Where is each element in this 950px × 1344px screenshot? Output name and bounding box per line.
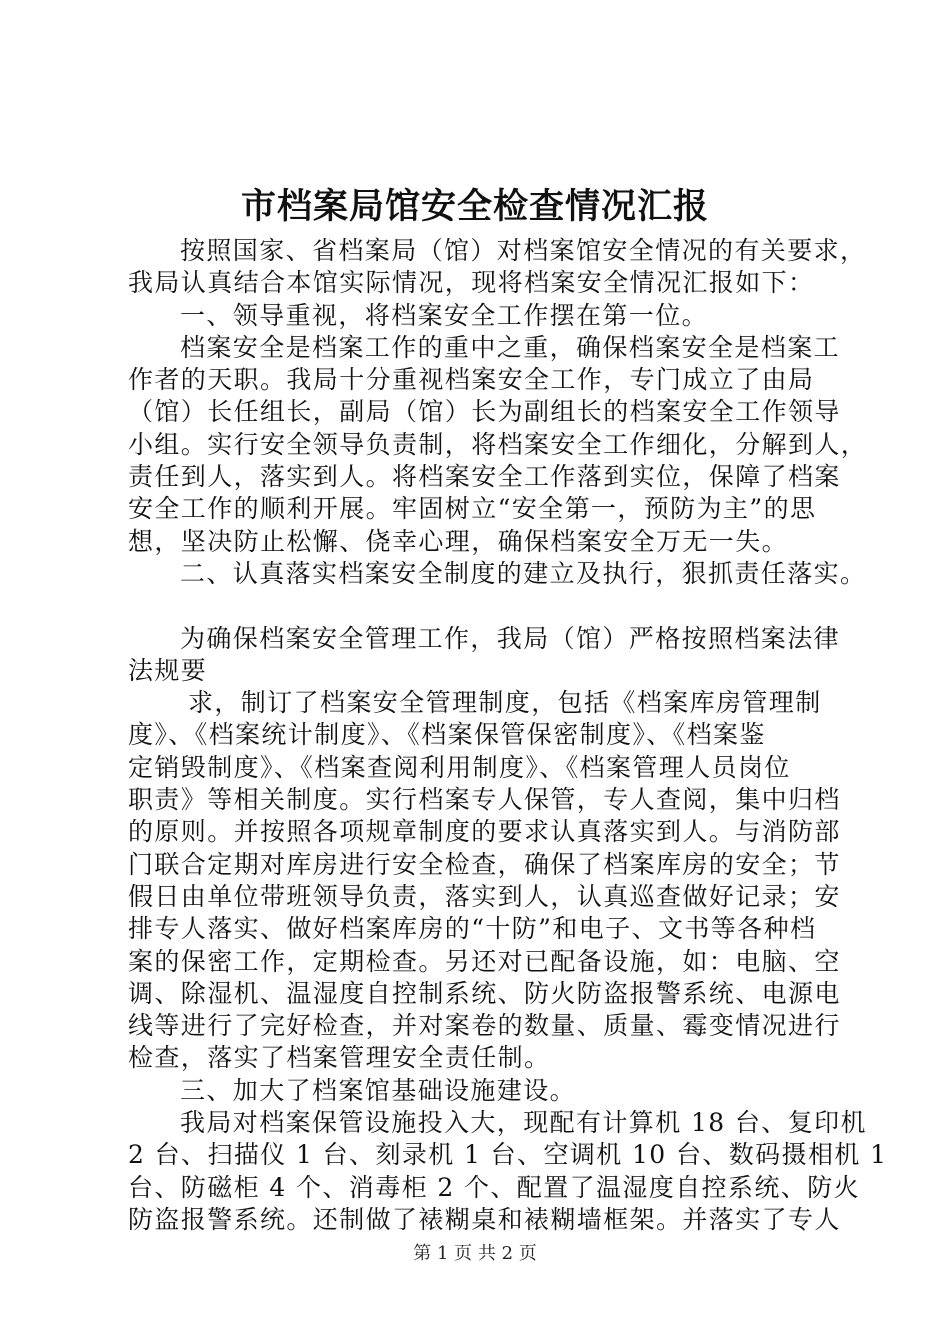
- body-line: 案的保密工作，定期检查。另还对已配备设施，如：电脑、空: [128, 946, 841, 976]
- body-line: 检查，落实了档案管理安全责任制。: [128, 1043, 551, 1073]
- body-line: 我局认真结合本馆实际情况，现将档案安全情况汇报如下：: [128, 268, 815, 298]
- body-line: 的原则。并按照各项规章制度的要求认真落实到人。与消防部: [128, 817, 841, 847]
- body-line: （馆）长任组长，副局（馆）长为副组长的档案安全工作领导: [128, 397, 841, 427]
- body-line: 2 台、扫描仪 1 台、刻录机 1 台、空调机 10 台、数码摄相机 1: [128, 1140, 888, 1170]
- body-line: 为确保档案安全管理工作，我局（馆）严格按照档案法律: [180, 623, 841, 653]
- blank-line: [128, 590, 838, 622]
- body-line: 档案安全是档案工作的重中之重，确保档案安全是档案工: [180, 332, 841, 362]
- body-line: 调、除湿机、温湿度自控制系统、防火防盗报警系统、电源电: [128, 978, 841, 1008]
- body-line: 法规要: [128, 655, 208, 685]
- body-line: 排专人落实、做好档案库房的“十防”和电子、文书等各种档: [128, 914, 817, 944]
- document-title: 市档案局馆安全检查情况汇报: [240, 186, 709, 227]
- body-line: 门联合定期对库房进行安全检查，确保了档案库房的安全；节: [128, 849, 841, 879]
- body-line: 线等进行了完好检查，并对案卷的数量、质量、霉变情况进行: [128, 1011, 841, 1041]
- body-line: 定销毁制度》、《档案查阅利用制度》、《档案管理人员岗位: [128, 752, 791, 782]
- body-line: 防盗报警系统。还制做了裱糊桌和裱糊墙框架。并落实了专人: [128, 1204, 841, 1234]
- body-line: 想，坚决防止松懈、侥幸心理，确保档案安全万无一失。: [128, 526, 789, 556]
- body-line: 度》、《档案统计制度》、《档案保管保密制度》、《档案鉴: [128, 720, 766, 750]
- body-line: 作者的天职。我局十分重视档案安全工作，专门成立了由局: [128, 365, 815, 395]
- body-line: 假日由单位带班领导负责，落实到人，认真巡查做好记录；安: [128, 881, 841, 911]
- section-heading: 一、领导重视，将档案安全工作摆在第一位。: [180, 300, 709, 330]
- body-line: 责任到人，落实到人。将档案安全工作落到实位，保障了档案: [128, 462, 841, 492]
- body-line: 按照国家、省档案局（馆）对档案馆安全情况的有关要求，: [180, 236, 867, 265]
- body-line: 台、防磁柜 4 个、消毒柜 2 个、配置了温湿度自控系统、防火: [128, 1172, 861, 1202]
- body-line: 我局对档案保管设施投入大，现配有计算机 18 台、复印机: [180, 1108, 867, 1138]
- section-heading: 三、加大了档案馆基础设施建设。: [180, 1075, 577, 1105]
- body-line: 安全工作的顺利开展。牢固树立“安全第一，预防为主”的思: [128, 494, 817, 524]
- body-line: 职责》等相关制度。实行档案专人保管，专人查阅，集中归档: [128, 785, 841, 815]
- body-line: 小组。实行安全领导负责制，将档案安全工作细化，分解到人，: [128, 429, 868, 459]
- section-heading: 二、认真落实档案安全制度的建立及执行，狠抓责任落实。: [180, 558, 867, 588]
- document-body: [128, 235, 888, 1236]
- page-number-footer: 第 1 页 共 2 页: [413, 1243, 537, 1264]
- body-line: 求，制订了档案安全管理制度，包括《档案库房管理制: [188, 688, 822, 718]
